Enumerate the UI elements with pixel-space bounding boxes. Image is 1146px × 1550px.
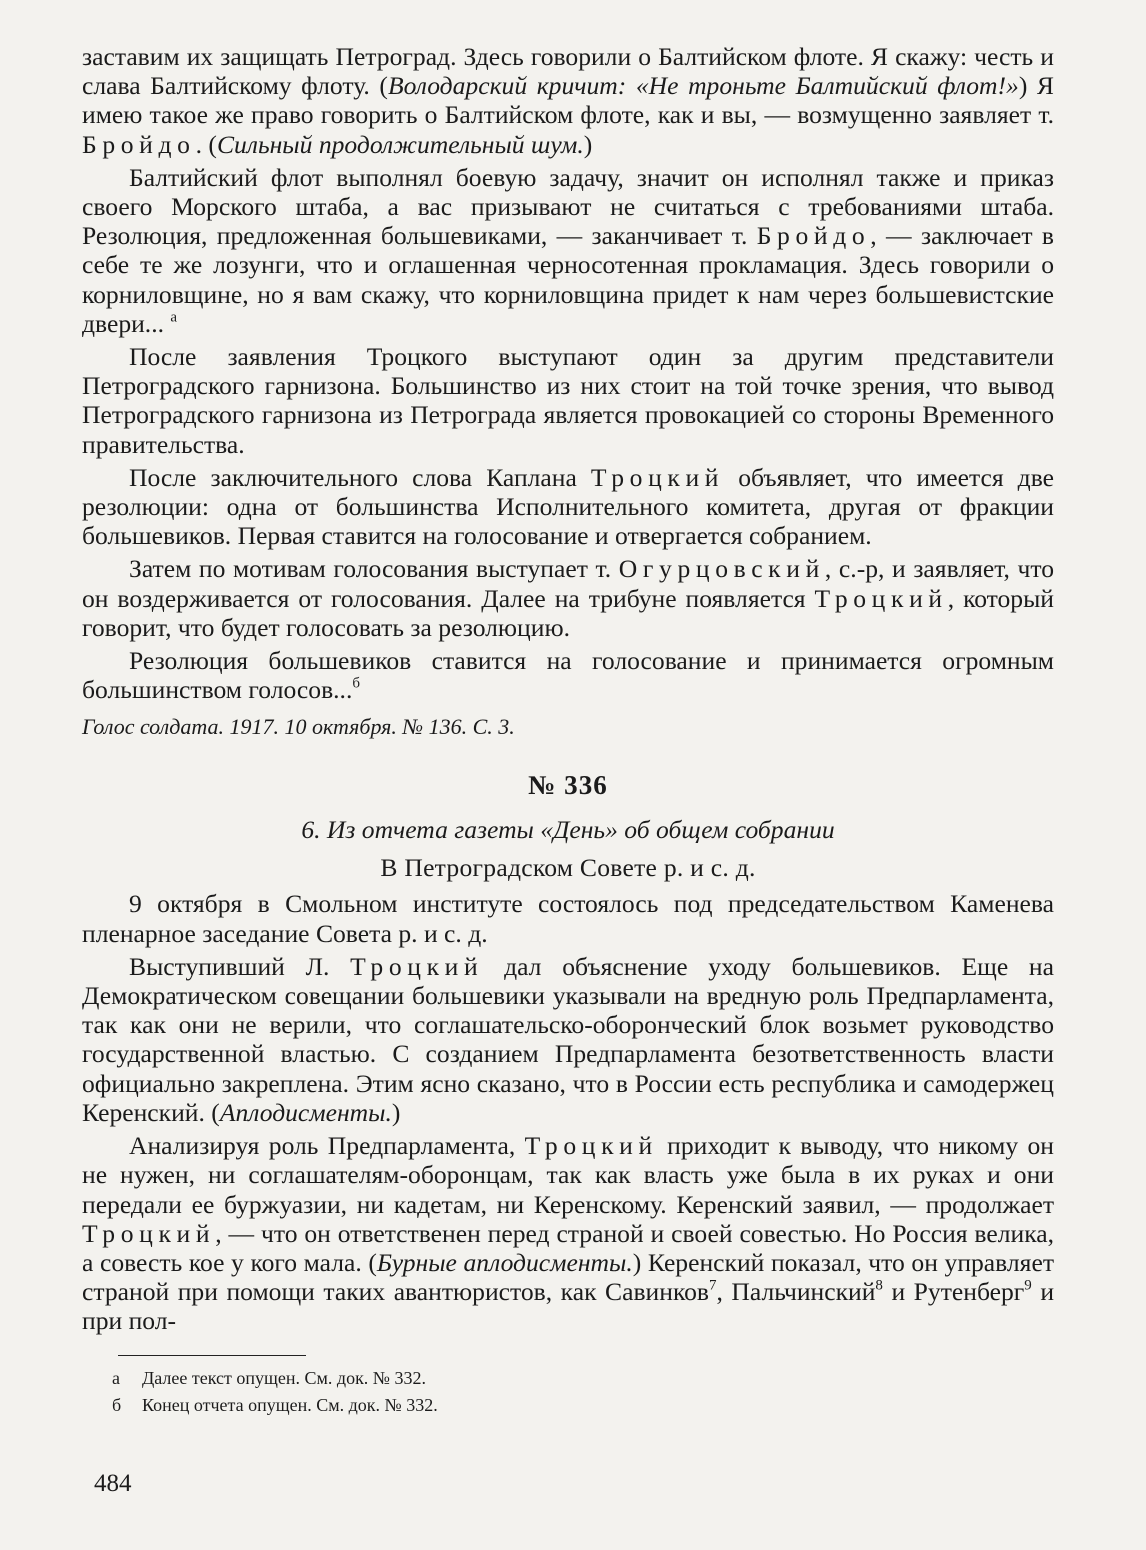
footnote-ref-b: б — [352, 675, 360, 692]
footnotes — [104, 1365, 804, 1419]
footnote-text: Далее текст опущен. См. док. № 332. — [142, 1368, 426, 1388]
italic-remark: Сильный продолжительный шум. — [216, 129, 584, 159]
text-run: Выступивший Л. — [129, 951, 351, 981]
footnote-text: Конец отчета опущен. См. док. № 332. — [142, 1395, 438, 1415]
text-run: ) Керенский показал, что он управляет страной при помощи таких авантюристов, как Савинков — [82, 1247, 1055, 1307]
document-subtitle: В Петроградском Совете р. и с. д. — [380, 853, 756, 883]
speaker-name: Троцкий — [350, 951, 484, 981]
text-run: дал объяснение уходу большевиков. Еще на Демократическом совещании большевики указывали на вредную роль Предпарламента, так как они не верили, что соглашательско-оборонческий блок возьмет руководство государственной властью. С созданием Предпарламента безответственность власти официально закреплена. Этим ясно сказано, что в России есть республика и самодержец Керенский. ( — [82, 951, 1054, 1127]
paragraph-3: После заявления Троцкого выступают один за другим представители Петроградского гарнизона. Большинство из них стоит на той точке зрения, что вывод Петроградского гарнизона из Петрограда является провокацией со стороны Временного правительства. — [82, 342, 1054, 459]
speaker-name: Троцкий — [590, 462, 725, 492]
paragraph-6 — [82, 646, 1054, 704]
document-title: 6. Из отчета газеты «День» об общем собрании — [301, 815, 835, 845]
text-run: , с.-р, и заявляет, что он воздерживается от голосования. Далее на трибуне появляется — [82, 554, 1055, 613]
paragraph-5 — [82, 554, 1054, 642]
paragraph-8 — [82, 952, 1054, 1127]
text-run: Анализируя роль Предпарламента, — [129, 1131, 525, 1161]
text-run: ) — [583, 129, 593, 159]
document-number: № 336 — [528, 770, 608, 801]
italic-remark: Бурные аплодисменты. — [376, 1247, 633, 1277]
footnote-mark: а — [112, 1368, 120, 1388]
speaker-name: Бройдо — [82, 129, 196, 159]
italic-remark: Володарский кричит: «Не троньте Балтийский флот!» — [387, 71, 1019, 101]
paragraph-4 — [82, 463, 1054, 551]
document-page — [82, 42, 1054, 1336]
paragraph-2 — [82, 163, 1054, 338]
paragraph-7: 9 октября в Смольном институте состоялось под председательством Каменева пленарное заседание Совета р. и с. д. — [82, 889, 1054, 948]
speaker-name: Троцкий — [524, 1131, 658, 1161]
footnote-mark: б — [112, 1395, 122, 1415]
footnote-ref-a: а — [170, 309, 178, 326]
note-ref-7: 7 — [708, 1277, 717, 1294]
footnote-b — [104, 1392, 804, 1419]
paragraph-1 — [82, 42, 1054, 159]
paragraph-9 — [82, 1131, 1054, 1335]
text-run: и при пол- — [82, 1277, 1055, 1336]
text-run: ) — [391, 1097, 401, 1127]
text-run: , — что он ответственен перед страной и своей совестью. Но Россия велика, а совесть кое у кого мала. ( — [82, 1218, 1054, 1277]
text-run: объявляет, что имеется две резолюции: одна от большинства Исполнительного комитета, другая от фракции большевиков. Первая ставится на голосование и отвергается собранием. — [82, 462, 1054, 551]
text-run: После заключительного слова Каплана — [129, 462, 591, 492]
page-number: 484 — [94, 1470, 132, 1497]
footnote-divider — [118, 1355, 306, 1356]
text-run: , — заключает в себе те же лозунги, что и оглашенная черносотенная прокламация. Здесь говорили о корниловщине, но я вам скажу, что корниловщина придет к нам через большевистские двери... — [82, 221, 1054, 338]
speaker-name: Троцкий — [82, 1218, 216, 1248]
text-run: , который говорит, что будет голосовать за резолюцию. — [82, 583, 1054, 642]
text-run: приходит к выводу, что никому он не нужен, ни соглашателям-оборонцам, так как власть уже была в их руках и они передали ее буржуазии, ни кадетам, ни Керенскому. Керенский заявил, — продолжает — [82, 1131, 1054, 1219]
body-text — [82, 42, 1054, 1336]
source-citation: Голос солдата. 1917. 10 октября. № 136. С. 3. — [82, 714, 515, 740]
speaker-name: Огурцовский — [618, 554, 825, 584]
text-run: Резолюция большевиков ставится на голосование и принимается огромным большинством голосов... — [82, 646, 1054, 705]
text-run: Балтийский флот выполнял боевую задачу, значит он исполнял также и приказ своего Морского штаба, а вас призывают не считаться с требованиями штаба. Резолюция, предложенная большевиками, — заканчивает т. — [82, 162, 1054, 251]
speaker-name: Бройдо — [756, 221, 871, 251]
text-run: и Рутенберг — [882, 1277, 1025, 1307]
text-run: заставим их защищать Петроград. Здесь говорили о Балтийском флоте. Я скажу: честь и слава Балтийскому флоту. ( — [82, 42, 1054, 101]
note-ref-8: 8 — [875, 1277, 883, 1294]
text-run: Затем по мотивам голосования выступает т. — [129, 554, 619, 584]
text-run: ) Я имею такое же право говорить о Балтийском флоте, как и вы, — возмущенно заявляет т. — [82, 71, 1054, 130]
text-run: , Пальчинский — [716, 1277, 876, 1307]
note-ref-9: 9 — [1024, 1277, 1032, 1294]
italic-remark: Аплодисменты. — [219, 1097, 392, 1127]
footnote-a — [104, 1365, 804, 1392]
speaker-name: Троцкий — [814, 583, 948, 613]
text-run: . ( — [195, 129, 217, 159]
